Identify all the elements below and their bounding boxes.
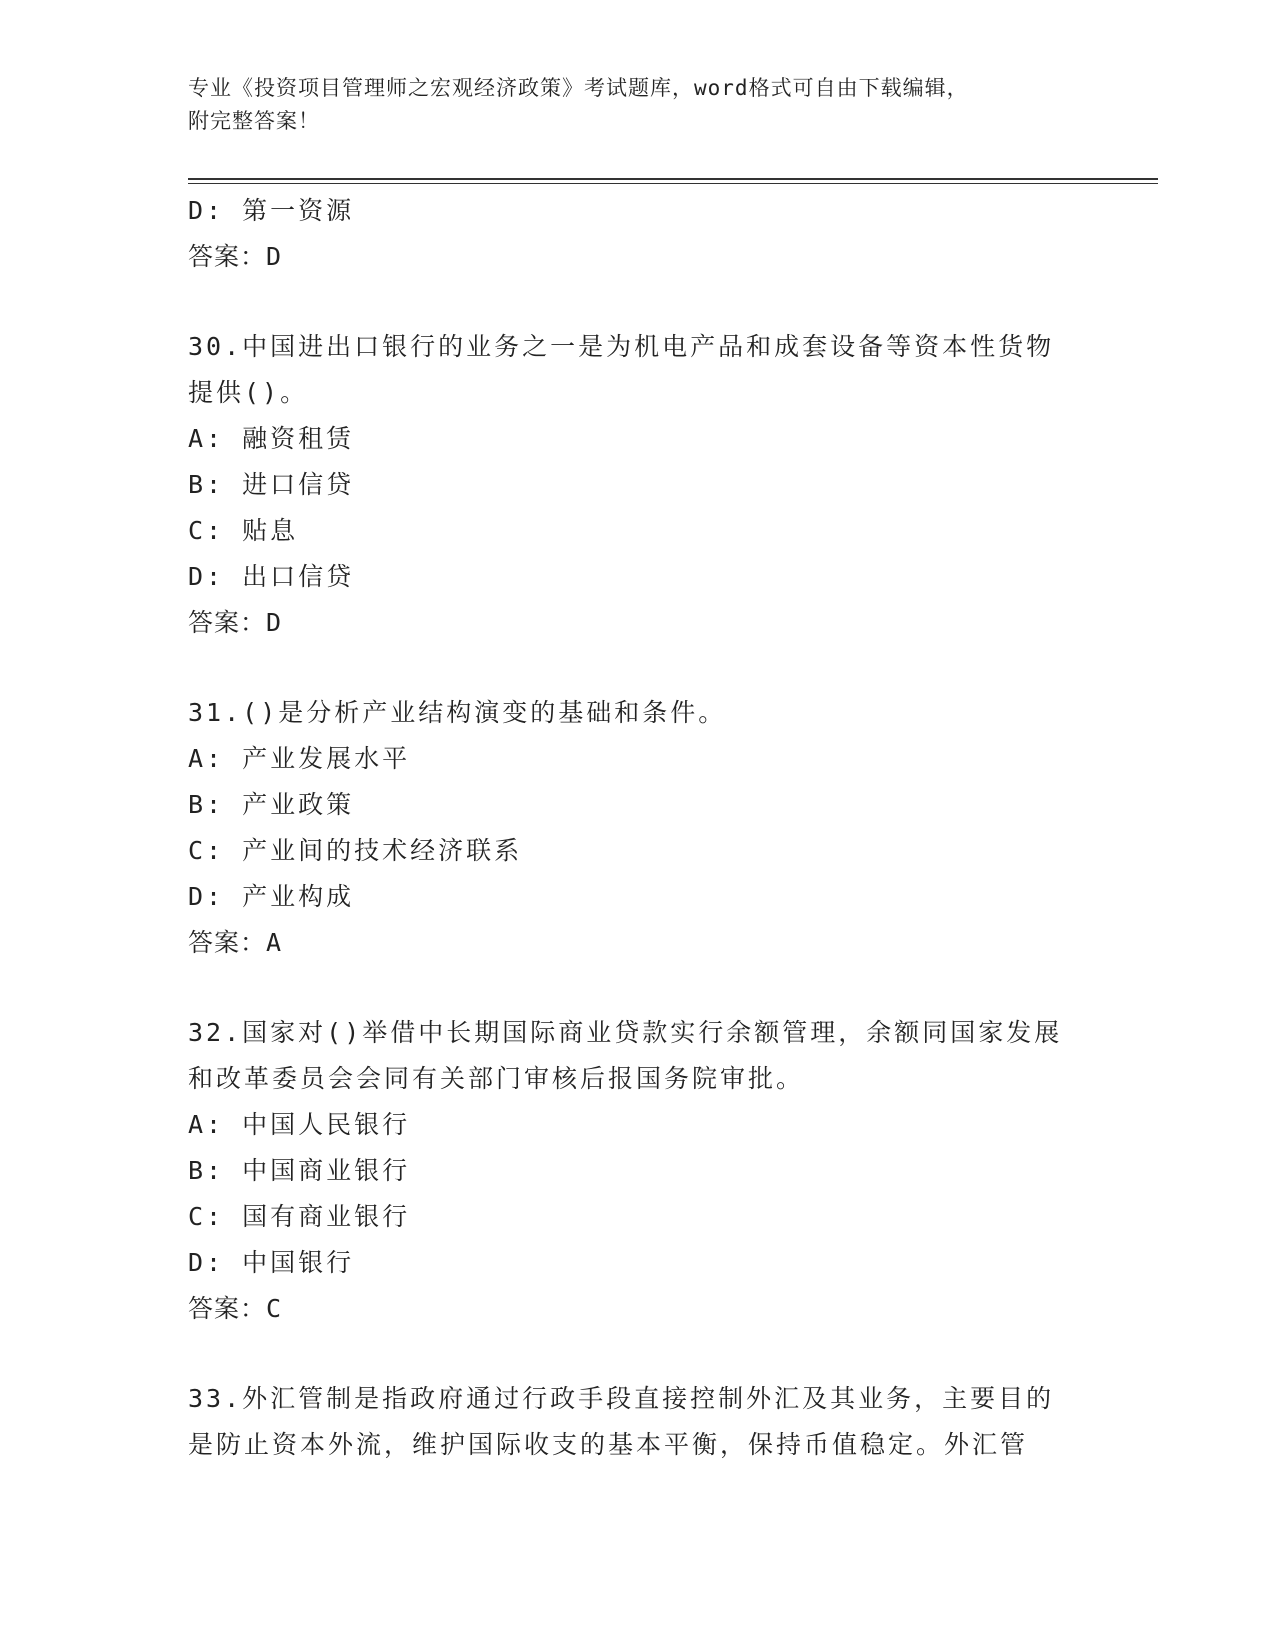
answer-value: D — [266, 608, 283, 637]
header-divider — [188, 178, 1158, 180]
option-d: D: 产业构成 — [188, 882, 355, 911]
question-stem-line-2: 是防止资本外流，维护国际收支的基本平衡，保持币值稳定。外汇管 — [188, 1430, 1029, 1459]
option-c: C: 贴息 — [188, 516, 299, 545]
question-29-tail — [188, 188, 1158, 280]
option-d: D: 出口信贷 — [188, 562, 355, 591]
option-a: A: 中国人民银行 — [188, 1110, 411, 1139]
answer-label: 答案： — [188, 928, 267, 957]
question-stem-line-1: 32.国家对()举借中长期国际商业贷款实行余额管理，余额同国家发展 — [188, 1018, 1063, 1047]
option-a: A: 融资租赁 — [188, 424, 355, 453]
option-b: B: 产业政策 — [188, 790, 355, 819]
question-33 — [188, 1376, 1158, 1468]
answer-value: D — [266, 242, 283, 271]
question-stem-line-2: 和改革委员会会同有关部门审核后报国务院审批。 — [188, 1064, 805, 1093]
question-stem-line-1: 33.外汇管制是指政府通过行政手段直接控制外汇及其业务，主要目的 — [188, 1384, 1055, 1413]
question-stem-line-1: 31.()是分析产业结构演变的基础和条件。 — [188, 698, 727, 727]
answer-line — [188, 1286, 1158, 1332]
option-b: B: 中国商业银行 — [188, 1156, 411, 1185]
answer-line — [188, 920, 1158, 966]
header-line-2: 附完整答案！ — [188, 109, 320, 133]
answer-label: 答案： — [188, 1294, 267, 1323]
answer-label: 答案： — [188, 242, 267, 271]
answer-line — [188, 234, 1158, 280]
document-header — [188, 72, 1088, 138]
question-32 — [188, 1010, 1158, 1332]
option-c: C: 国有商业银行 — [188, 1202, 411, 1231]
answer-line — [188, 600, 1158, 646]
answer-value: A — [266, 928, 283, 957]
question-stem-line-1: 30.中国进出口银行的业务之一是为机电产品和成套设备等资本性货物 — [188, 332, 1055, 361]
question-list — [188, 188, 1158, 1468]
option-d: D: 中国银行 — [188, 1248, 355, 1277]
header-divider-thin — [188, 183, 1158, 184]
answer-value: C — [266, 1294, 283, 1323]
option-b: B: 进口信贷 — [188, 470, 355, 499]
answer-label: 答案： — [188, 608, 267, 637]
option-d: D: 第一资源 — [188, 196, 355, 225]
question-30 — [188, 324, 1158, 646]
option-a: A: 产业发展水平 — [188, 744, 411, 773]
option-c: C: 产业间的技术经济联系 — [188, 836, 523, 865]
header-line-1: 专业《投资项目管理师之宏观经济政策》考试题库，word格式可自由下载编辑， — [188, 76, 969, 100]
question-31 — [188, 690, 1158, 966]
question-stem-line-2: 提供()。 — [188, 378, 309, 407]
